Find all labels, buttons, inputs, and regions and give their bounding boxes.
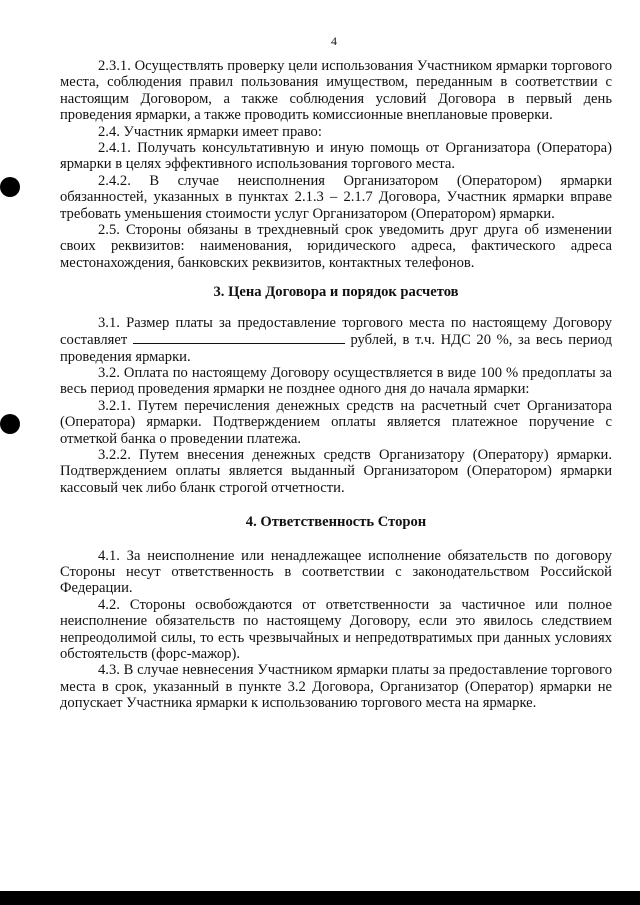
clause-3-2: 3.2. Оплата по настоящему Договору осуществляется в виде 100 % предоплаты за весь период проведения ярмарки не позднее одного дня до начала ярмарки: <box>60 364 612 398</box>
clause-2-5: 2.5. Стороны обязаны в трехдневный срок уведомить друг друга об изменении своих реквизитов: наименования, юридического адреса, фактического адреса местонахождения, банковских реквизитов, контактных телефонов. <box>60 222 612 271</box>
clause-3-1-tail: рублей, в т.ч. НДС 20 %, за весь период проведения ярмарки. <box>60 332 613 365</box>
page-number: 4 <box>331 34 337 48</box>
section-3-heading: 3. Цена Договора и порядок расчетов <box>213 284 459 301</box>
clause-2-4: 2.4. Участник ярмарки имеет право: <box>98 123 322 140</box>
clause-4-3: 4.3. В случае невнесения Участником ярмарки платы за предоставление торгового места в срок, указанный в пункте 3.2 Договора, Организатор (Оператор) ярмарки не допускает Участника ярмарки к использованию торгового места на ярмарке. <box>60 662 612 712</box>
clause-2-3-1: 2.3.1. Осуществлять проверку цели использования Участником ярмарки торгового места, соблюдения правил пользования имуществом, переданным в соответствии с настоящим Договором, а также соблюдения условий Договора в первый день проведения ярмарки, а также проводить комиссионные внеплановые проверки. <box>60 58 612 124</box>
punch-hole-top <box>0 177 20 197</box>
punch-hole-bottom <box>0 414 20 434</box>
clause-4-1: 4.1. За неисполнение или ненадлежащее исполнение обязательств по договору Стороны несут ответственность в соответствии с законодательством Российской Федерации. <box>60 547 612 597</box>
clause-3-1-lead: 3.1. Размер платы за предоставление торгового места по настоящему Договору составляет <box>60 314 612 349</box>
clause-3-1 <box>60 315 612 365</box>
amount-blank-line <box>133 331 345 344</box>
clause-2-4-1: 2.4.1. Получать консультативную и иную помощь от Организатора (Оператора) ярмарки в целях эффективного использования торгового места. <box>60 140 612 173</box>
document-body <box>60 58 612 712</box>
clause-3-2-1: 3.2.1. Путем перечисления денежных средств на расчетный счет Организатора (Оператора) ярмарки. Подтверждением оплаты является платежное поручение с отметкой банка о проведении платежа. <box>60 397 612 447</box>
scan-bottom-edge <box>0 891 640 905</box>
clause-2-4-2: 2.4.2. В случае неисполнения Организатором (Оператором) ярмарки обязанностей, указанных в пунктах 2.1.3 – 2.1.7 Договора, Участник ярмарки вправе требовать уменьшения стоимости услуг Организатором (Оператором) ярмарки. <box>60 172 612 222</box>
clause-4-2: 4.2. Стороны освобождаются от ответственности за частичное или полное неисполнение обязательств по настоящему Договору, если это явилось следствием непреодолимой силы, то есть чрезвычайных и непредотвратимых при данных условиях обстоятельств (форс-мажор). <box>60 596 612 662</box>
section-4-heading: 4. Ответственность Сторон <box>245 514 427 531</box>
clause-3-2-2: 3.2.2. Путем внесения денежных средств Организатору (Оператору) ярмарки. Подтверждением оплаты является выданный Организатором (Оператором) ярмарки кассовый чек либо бланк строгой отчетности. <box>60 446 612 496</box>
